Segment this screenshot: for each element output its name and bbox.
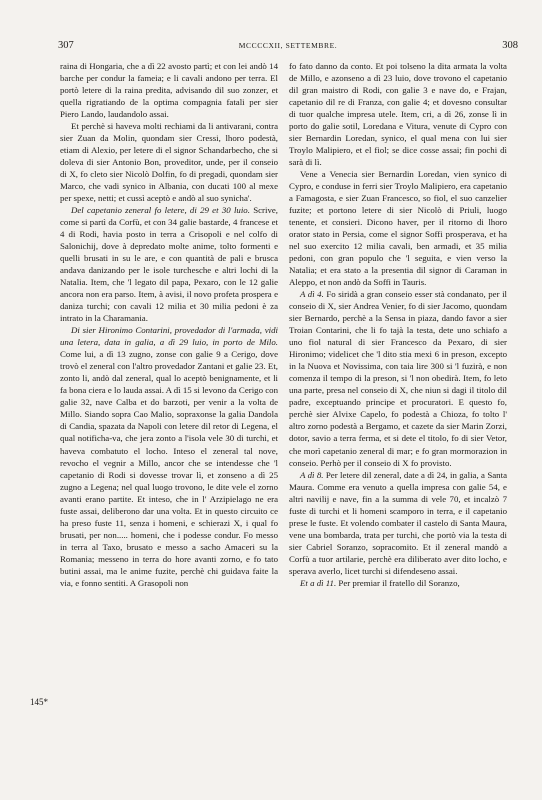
paragraph-text: Per letere dil zeneral, date a dì 24, in galia, a Santa Maura. Comme era venuto a quella impresa con galie 54, e altri navilij e nave, fin a la summa di vele 70, et incalzò 7 fuste di turchi et li homeni scamporo in terra, e il capetanio prese le fuste. Et volendo combater il castelo di Santa Maura, vene una bombarda, trata per turchi, che portò via la testa di sier Cabriel Soranzo, sopracomito. Et il zeneral mandò a Corfù a tuor artilarie, perchè era diliberato aver dito locho, e sperava averlo, licet turchi si difendeseno assai. (289, 469, 507, 576)
paragraph (289, 469, 507, 577)
right-page-number: 308 (502, 40, 518, 51)
paragraph (60, 60, 278, 120)
running-header (58, 40, 518, 54)
paragraph (60, 204, 278, 324)
paragraph-text: Come lui, a dì 13 zugno, zonse con galie 9 a Cerigo, dove trovò el zeneral con l'altro provedador Zantani et galie 23. Et, zonto li, andò dal zeneral, qual lo aceptò benignamente, et li fa bona ciera e lo lauda assai. A dì 15 si levono da Cerigo con galie 32, nave Calba et do barzoti, per venir a la volta de Millo. Siando sopra Cao Malio, sopraxonse la galia Dandola di Candia, spazata da Napoli con letere dil retor di Legena, el qual notificha-va, che jera zonto a l'isola vele 30 di turchi, et haveva combatuto el locho. Inteso el zeneral tal nove, revocho el vegnir a Millo, ancor che se intendesse che 'l capetanio di Rodi si dovesse trovar lì, et zonseno a dì 25 zugno a Legena; nel qual luogo trovono, le dite vele el zorno avanti erano partite. Et inteso, che in l' Arzipielago ne era fuste assai, deliberono dar una volta. Et in questo circuito ce ha preso fuste 11, senza i homeni, e schierazi X, i qual fo brusati, per non..... homeni, che i podesse condur. Fo messo in terra al Taxo, brusato e messo a sacho Amaceri su la Romania; messeno in terra do hore avanti zorno, e fo tato butini assai, ma le anime fuzite, perchè chi guidava faite la via, e fonno sentiti. A Grasopoli non (60, 349, 278, 588)
paragraph (60, 120, 278, 204)
paragraph-lead: Del capetanio zeneral fo letere, di 29 et 30 luio. (71, 205, 250, 216)
paragraph-text: raina di Hongaria, che a dì 22 avosto partì; et con lei andò 14 barche per condur la fameia; e li cavali andono per terra. El portò letere di la raina predita, advisando dil suo zonzer, et quella rigratiando de la optima compagnia fatali per sier Piero Lando, laudandolo assai. (60, 61, 278, 120)
left-page-number: 307 (58, 40, 74, 51)
paragraph (289, 288, 507, 468)
paragraph-text: fo fato danno da conto. Et poi tolseno la dita armata la volta de Millo, e azonseno a dì 23 luio, dove trovono el capetanio dil gran maistro di Rodi, con galie 3 e nave do, e Frajan, capetanio dil re di Franza, con galie 4; et dovesno consultar di tuor qualche impresa utele. Item, cri, a dì 26, zonse lì in porto do galie sotil, Loredana e Vitura, venute di Cypro con sier Bernardin Loredan, synico, el qual mena con lui sier Troylo Malipiero, et el fiol; se dice cosse assai; fin pochi dì sarà di lì. (289, 61, 507, 168)
right-column (289, 60, 507, 589)
paragraph (289, 60, 507, 168)
paragraph-text: Vene a Venecia sier Bernardin Loredan, vien synico di Cypro, e conduse in ferri sier Troylo Malipiero, era capetanio a Famagosta, e sier Zuan Francesco, so fiol, el suo canzelier fuzite; et portono letere di sier Nicolò di Priuli, luogo tenente, et consieri. Dicono haver, per il ritorno di lhoro orator stato in Persia, come el signor Soffi prosperava, et ha nel suo exercito 12 milia cavali, ben armadi, et 35 milia pedoni, con gran populo che 'l seguita, e vien verso la Natalia; et era stato a la presentia dil signor di Caraman in Aleppo, et non andò da Soffi in Tauris. (289, 169, 507, 288)
paragraph-lead: Di sier Hironimo Contarini, provedador di l'armada, vidi una letera, data in galia, a dì 29 luio, in porto de Milo. (60, 325, 278, 348)
paragraph-text: Scrive, come si partì da Corfù, et con 34 galie bastarde, 4 francese et 4 di Rodi, havia posto in terra a Crisopoli e nel colfo di Salonichij, dove à depredato molte anime, tolto formenti e quelli brusati in su le are, e con quantità de pali e brusca andava danizando per le isole turchesche e altri lochi di la Natalia. Item, che 'l legato dil papa, Pexaro, con le 12 galie ancora non era parso. Item, à avisi, il novo profeta prospera e daniza turchi; con cavali 12 milia et 30 milia pedoni è za intrato in la Charamania. (60, 205, 278, 324)
paragraph (60, 324, 278, 588)
paragraph (289, 577, 507, 589)
margin-note: 145* (30, 697, 48, 707)
paragraph-text: Per premiar il fratello dil Soranzo, (336, 577, 460, 588)
running-title: MCCCCXII, SETTEMBRE. (238, 41, 338, 50)
paragraph (289, 168, 507, 288)
paragraph-text: Fo siridà a gran conseio esser stà condanato, per il conseio di X, sier Andrea Venier, fo di sier Jacomo, quondam sier Bernardo, perchè a la Sensa in piaza, dando favor a sier Troian Contarini, che li fo tajà la testa, dete uno schiafo a uno fiol natural di sier Francesco da Pexaro, di sier Hironimo; videlicet che 'l dito stia mexi 6 in preson, excepto in la Nuova et Novissima, con taia lire 300 si 'l fuzirà, e non comenza il tempo di la preson, si 'l non obedirà. Item, fo leto una parte, presa nel conseio di X, che niun si dagi il titolo dil padre, exceptuando principe et procuratori. E questo fo, perchè sier Alvixe Capelo, fo podestà a Chioza, fo tolto l' altro zorno podestà a Bergamo, et cazete da sier Marin Zorzi, dotor, savio a terra ferma, et si dete el titolo, fo di sier Vetor, che morì capetanio zeneral di mar; e fo gran mormorazion in conseio. Perhò per il conseio di X fo provisto. (289, 289, 507, 468)
paragraph-lead: A dì 4. (300, 289, 324, 300)
paragraph-lead: A dì 8. (300, 469, 324, 480)
paragraph-lead: Et a dì 11. (300, 577, 337, 588)
left-column (60, 60, 278, 589)
paragraph-text: Et perchè si haveva molti rechiami da li antivarani, contra sier Zuan da Molin, quondam sier Cressi, lhoro podestà, etiam di Alexio, per letere di el signor Schandarbecho, che si doleva di sier Antonio Bon, proveditor, unde, per il conseio di X, fo cleto sier Nicolò Dolfin, fo di pregadi, quondam sier Marco, che vadi synico in Albania, con ducati 100 al mexe per spexe, netti; et cussì aceptò e andò al suo synicha'. (60, 121, 278, 204)
